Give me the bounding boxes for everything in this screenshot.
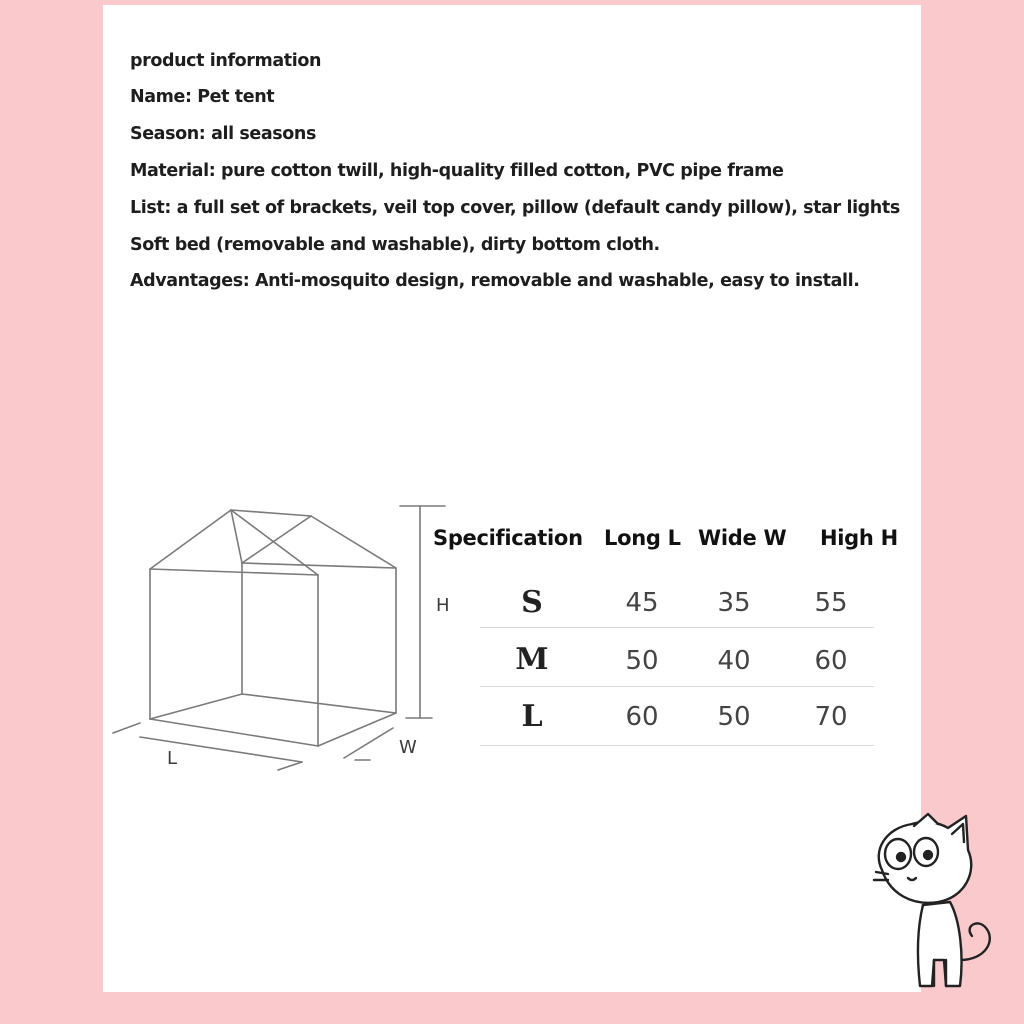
row-divider <box>480 627 874 628</box>
size-label: S <box>521 585 543 620</box>
size-label: L <box>521 699 543 734</box>
cartoon-cat-illustration <box>868 810 1018 1000</box>
high-value: 55 <box>814 588 848 618</box>
long-value: 50 <box>625 646 659 676</box>
info-list-continued: Soft bed (removable and washable), dirty bottom cloth. <box>130 234 660 255</box>
long-value: 45 <box>625 588 659 618</box>
tent-frame <box>150 510 396 746</box>
row-divider <box>480 745 874 746</box>
height-label: H <box>436 595 450 616</box>
length-label: L <box>167 748 178 769</box>
info-name: Name: Pet tent <box>130 87 275 107</box>
wide-value: 50 <box>717 702 751 732</box>
width-label: W <box>399 737 417 758</box>
wide-value: 35 <box>717 588 751 618</box>
info-list: List: a full set of brackets, veil top cover, pillow (default candy pillow), star lights <box>130 197 900 218</box>
info-advantages: Advantages: Anti-mosquito design, removable and washable, easy to install. <box>130 271 860 292</box>
high-value: 70 <box>814 702 848 732</box>
header-wide: Wide W <box>698 526 787 550</box>
long-value: 60 <box>625 702 659 732</box>
row-divider <box>480 686 874 687</box>
info-season: Season: all seasons <box>130 123 316 144</box>
info-heading: product information <box>130 51 322 71</box>
size-label: M <box>515 642 549 677</box>
header-specification: Specification <box>433 526 583 550</box>
info-material: Material: pure cotton twill, high-quality filled cotton, PVC pipe frame <box>130 160 784 181</box>
high-value: 60 <box>814 646 848 676</box>
wide-value: 40 <box>717 646 751 676</box>
header-high: High H <box>820 526 898 550</box>
header-long: Long L <box>604 526 681 550</box>
